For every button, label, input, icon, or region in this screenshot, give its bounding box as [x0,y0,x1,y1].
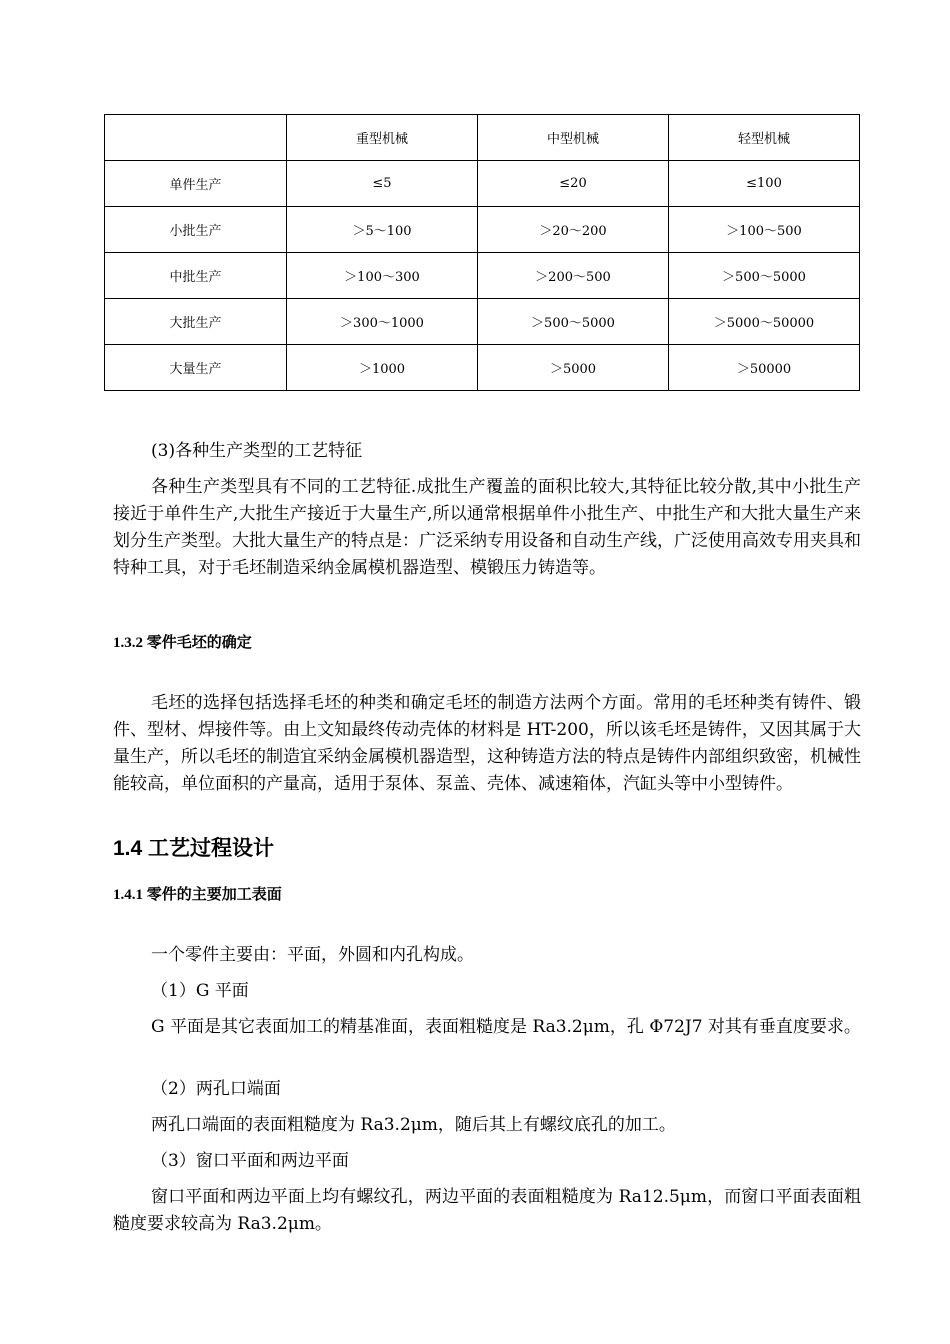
table-cell: ＞100～500 [669,207,860,253]
table-cell: ＞5000 [478,345,669,391]
table-cell: 单件生产 [105,161,287,207]
table-cell: ＞500～5000 [478,299,669,345]
table-cell: ＞50000 [669,345,860,391]
table-row [105,161,860,207]
table-row [105,299,860,345]
two-hole-paragraph: 两孔口端面的表面粗糙度为 Ra3.2μm，随后其上有螺纹底孔的加工。 [151,1115,676,1135]
window-plane-title: （3）窗口平面和两边平面 [151,1151,349,1171]
table-row [105,207,860,253]
features-title: (3)各种生产类型的工艺特征 [151,441,363,461]
table-cell: 中批生产 [105,253,287,299]
table-header-cell [105,115,287,161]
table-cell: ＞1000 [287,345,478,391]
table-cell: ＞300～1000 [287,299,478,345]
table-cell: ≤100 [669,161,860,207]
table-header-row [105,115,860,161]
table-header-cell: 中型机械 [478,115,669,161]
section-heading-1-4: 1.4 工艺过程设计 [113,837,275,860]
features-paragraph: 各种生产类型具有不同的工艺特征.成批生产覆盖的面积比较大,其特征比较分散,其中小批生产接近于单件生产,大批生产接近于大量生产,所以通常根据单件小批生产、中批生产和大批大量生产来划分生产类型。大批大量生产的特点是：广泛采纳专用设备和自动生产线，广泛使用高效专用夹具和特种工具，对于毛坯制造采纳金属模机器造型、模锻压力铸造等。 [113,477,861,578]
table-cell: ≤20 [478,161,669,207]
window-plane-paragraph: 窗口平面和两边平面上均有螺纹孔，两边平面的表面粗糙度为 Ra12.5μm，而窗口平面表面粗糙度要求较高为 Ra3.2μm。 [113,1187,861,1234]
table-header-cell: 重型机械 [287,115,478,161]
table-cell: ≤5 [287,161,478,207]
production-type-table [104,114,860,391]
table-cell: ＞5000～50000 [669,299,860,345]
g-plane-title: （1）G 平面 [151,981,249,1001]
two-hole-title: （2）两孔口端面 [151,1079,281,1099]
table-cell: ＞20～200 [478,207,669,253]
section-heading-1-3-2: 1.3.2 零件毛坯的确定 [113,635,252,651]
table-cell: ＞200～500 [478,253,669,299]
table-header-cell: 轻型机械 [669,115,860,161]
table-cell: 小批生产 [105,207,287,253]
table-cell: ＞5～100 [287,207,478,253]
table-cell: 大批生产 [105,299,287,345]
table-row [105,253,860,299]
intro-paragraph: 一个零件主要由：平面，外圆和内孔构成。 [151,945,474,965]
blank-paragraph: 毛坯的选择包括选择毛坯的种类和确定毛坯的制造方法两个方面。常用的毛坯种类有铸件、锻件、型材、焊接件等。由上文知最终传动壳体的材料是 HT-200，所以该毛坯是铸件，又因其属于大量生产，所以毛坯的制造宜采纳金属模机器造型，这种铸造方法的特点是铸件内部组织致密，机械性能较高，单位面积的产量高，适用于泵体、泵盖、壳体、减速箱体，汽缸头等中小型铸件。 [113,693,861,794]
g-plane-paragraph: G 平面是其它表面加工的精基准面，表面粗糙度是 Ra3.2μm，孔 Φ72J7 对其有垂直度要求。 [151,1017,861,1037]
table-row [105,345,860,391]
section-heading-1-4-1: 1.4.1 零件的主要加工表面 [113,887,282,903]
table-cell: 大量生产 [105,345,287,391]
table-cell: ＞100～300 [287,253,478,299]
table-cell: ＞500～5000 [669,253,860,299]
